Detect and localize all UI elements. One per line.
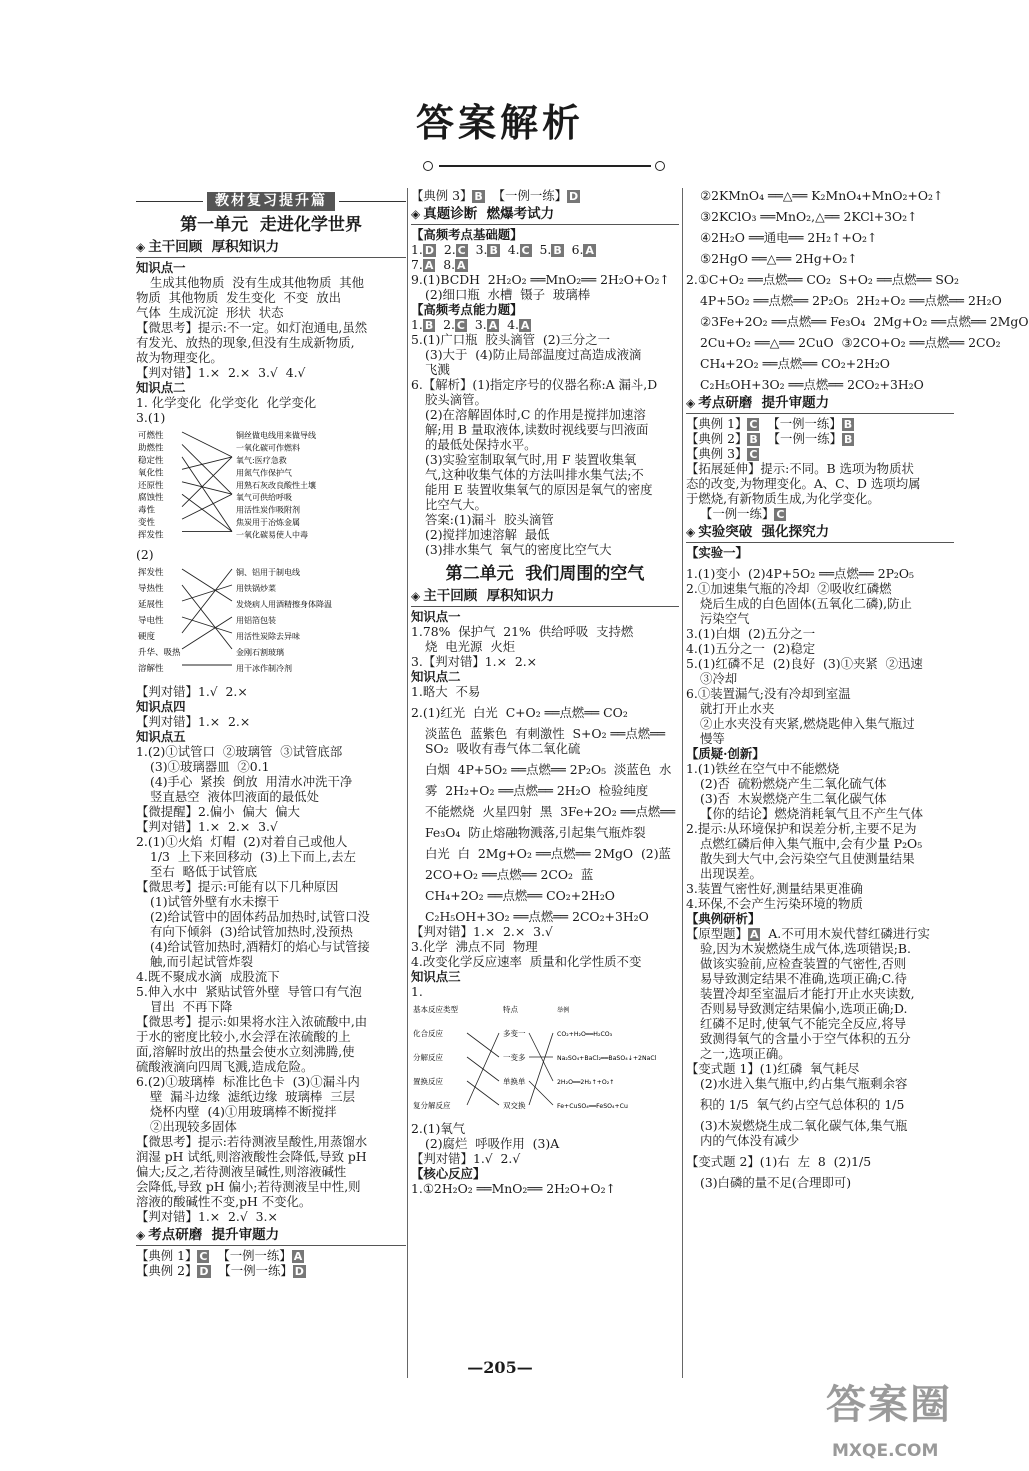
banner-line <box>136 201 203 202</box>
diamond-icon: ◈ <box>686 396 696 410</box>
answer-line: (3)大于 (4)防止局部温度过高造成液滴 <box>425 347 642 362</box>
diamond-icon: ◈ <box>411 589 421 603</box>
answer-line: 【判对错】1.× 2.× <box>136 714 251 729</box>
property-use-match-1 <box>136 427 406 545</box>
answer-line: (4)给试管加热时,酒精灯的焰心与试管接 <box>150 939 370 954</box>
property-use-match-1-connector <box>182 444 232 494</box>
property-use-match-2-use: 发烧病人用酒精擦身体降温 <box>236 600 332 609</box>
answer-line: 4.(1)五分之一 (2)稳定 <box>686 641 816 656</box>
answer-line: (2)在溶解固体时,C 的作用是搅拌加速溶 <box>425 407 646 422</box>
reaction-type: 复分解反应 <box>413 1101 451 1110</box>
reaction-connector <box>529 1033 553 1105</box>
reaction-example: 2H₂O══2H₂↑+O₂↑ <box>557 1079 615 1086</box>
answer-line: 2Cu+O₂ ══△══ 2CuO ③2CO+O₂ ══点燃══ 2CO₂ <box>700 335 1001 350</box>
answer-line: 1. <box>411 984 423 999</box>
answer-line: 【微提醒】2.偏小 偏大 偏大 <box>136 804 300 819</box>
answer-line: (2)腐烂 呼吸作用 (3)A <box>425 1136 560 1151</box>
property-use-match-2-use: 金刚石割玻璃 <box>236 648 284 657</box>
property-use-match-2-property: 硬度 <box>138 632 156 642</box>
answer-line: 【微思考】提示:可能有以下几种原因 <box>136 879 339 894</box>
answer-line: 烧 电光源 火炬 <box>425 639 516 654</box>
answer-line: ②出现较多固体 <box>150 1119 237 1134</box>
answer-line: 就打开止水夹 <box>700 701 775 716</box>
answer-line: ③冷却 <box>700 671 738 686</box>
answer-box: A <box>424 259 434 272</box>
answer-line: 的最低处保持水平。 <box>425 437 537 452</box>
answer-box: B <box>474 190 483 203</box>
subsection-label: 【典例研析】 <box>686 911 761 926</box>
answer-line: ④2H₂O ══通电══ 2H₂↑+O₂↑ <box>700 230 878 245</box>
answer-line: 点燃红磷后伸入集气瓶中,会有少量 P₂O₅ <box>700 836 923 851</box>
answer-line: 1/3 上下来回移动 (3)上下而上,去左 <box>150 849 356 864</box>
subsection-label: 【实验一】 <box>686 545 748 560</box>
property-use-match-2-connector <box>182 569 232 601</box>
answer-line: 6.【解析】(1)指定序号的仪器名称:A 漏斗,D <box>411 377 658 392</box>
answer-line: 1. D 2. C 3. B 4. C 5. B 6. A <box>411 242 594 257</box>
property-use-match-1-use: 一氧化碳可作燃料 <box>236 443 300 453</box>
answer-line: 【典例 1】 C 【一例一练】 B <box>686 416 853 431</box>
answer-line: 【原型题】 A A.不可用木炭代替红磷进行实 <box>686 926 930 941</box>
answer-line: 1.78% 保护气 21% 供给呼吸 支持燃 <box>411 624 634 639</box>
answer-line: (3)否 木炭燃烧产生二氧化碳气体 <box>700 791 887 806</box>
answer-line: 态的改变,为物理变化。A、C、D 选项均属 <box>686 476 921 491</box>
column-1 <box>136 188 406 1388</box>
answer-line: 6.①装置漏气;没有冷却到室温 <box>686 686 851 701</box>
answer-box: D <box>199 1265 209 1278</box>
unit-heading: 第二单元 我们周围的空气 <box>445 564 645 584</box>
answer-line: 3.(1)白烟 (2)五分之一 <box>686 626 816 641</box>
property-use-match-1-use: 用活性炭作吸附剂 <box>236 505 300 515</box>
answer-line: 【典例 3】 B 【一例一练】 D <box>411 188 579 203</box>
watermark-logo: 答案圈 <box>826 1382 952 1428</box>
answer-box: B <box>424 319 434 332</box>
watermark <box>826 1382 996 1466</box>
property-use-match-1-connector <box>182 457 232 469</box>
answer-line: 溶液的酸碱性不变,pH 不变化。 <box>136 1194 312 1209</box>
answer-line: 物质 其他物质 发生变化 不变 放出 <box>136 290 341 305</box>
answer-line: 会降低,导致 pH 偏小;若待测液呈中性,则 <box>136 1179 361 1194</box>
column-divider <box>682 188 683 1378</box>
answer-line: 【判对错】1.× 2.√ 3.× <box>136 1209 278 1224</box>
property-use-match-1-property: 毒性 <box>138 505 156 516</box>
section-heading <box>686 393 954 414</box>
answer-line: 淡蓝色 蓝紫色 有刺激性 S+O₂ ══点燃══ <box>425 726 666 741</box>
answer-line: 2.提示:从环境保护和误差分析,主要不足为 <box>686 821 917 836</box>
answer-box: B <box>844 433 853 446</box>
answer-line: 慢等 <box>700 731 725 746</box>
diamond-icon: ◈ <box>411 207 421 221</box>
answer-line: ②止水夹没有夹紧,燃烧匙伸入集气瓶过 <box>700 716 915 731</box>
property-use-match-2-property: 溶解性 <box>138 664 164 674</box>
answer-line: 【微思考】提示:若待测液呈酸性,用蒸馏水 <box>136 1134 368 1149</box>
answer-box: C <box>521 244 530 257</box>
ornament-dot-right <box>655 161 665 171</box>
diamond-icon: ◈ <box>686 525 696 539</box>
answer-line: (4)手心 紧挨 倒放 用清水冲洗干净 <box>150 774 353 789</box>
answer-line: 壁 漏斗边缘 滤纸边缘 玻璃棒 三层 <box>150 1089 355 1104</box>
answer-line: 之一,选项正确。 <box>700 1046 791 1061</box>
answer-line: 3.装置气密性好,测量结果更准确 <box>686 881 863 896</box>
property-use-match-2-svg <box>136 564 396 682</box>
answer-box: C <box>456 319 465 332</box>
section-heading <box>411 204 679 225</box>
property-use-match-1-use: 用熟石灰改良酸性土壤 <box>236 480 316 490</box>
subsection-label: 知识点一 <box>136 260 186 275</box>
answer-line: 【典例 2】 B 【一例一练】 B <box>686 431 853 446</box>
property-use-match-1-property: 氧化性 <box>138 468 164 479</box>
property-use-match-1-use: 铜丝做电线用来做导线 <box>236 431 316 440</box>
reaction-example: CO₂+H₂O══H₂CO₃ <box>557 1031 613 1038</box>
answer-line: 1.①2H₂O₂ ══MnO₂══ 2H₂O+O₂↑ <box>411 1181 616 1196</box>
property-use-match-1-connector <box>182 482 232 494</box>
answer-line: 2.(1)①火焰 灯帽 (2)对着自己或他人 <box>136 834 348 849</box>
property-use-match-1-connector <box>182 457 232 532</box>
answer-line: 比空气大。 <box>425 497 487 512</box>
answer-line: 污染空气 <box>700 611 750 626</box>
section-heading-text: 真题诊断 燃爆考试力 <box>423 206 555 222</box>
answer-line: 【典例 3】 C <box>686 446 758 461</box>
watermark-url: MXQE.COM <box>832 1441 939 1461</box>
answer-box: A <box>585 244 594 257</box>
subsection-label: 知识点五 <box>136 729 186 744</box>
property-use-match-2-use: 用铝箔包装 <box>236 616 276 625</box>
property-use-match-2-use: 用干冰作制冷剂 <box>236 664 292 673</box>
property-use-match-1-property: 还原性 <box>138 480 164 491</box>
answer-box: C <box>749 448 758 461</box>
answer-line: ⑤2HgO ══△══ 2Hg+O₂↑ <box>700 251 858 266</box>
property-use-match-2-connector <box>182 585 232 649</box>
property-use-match-2-connector <box>182 617 232 649</box>
answer-line: 4P+5O₂ ══点燃══ 2P₂O₅ 2H₂+O₂ ══点燃══ 2H₂O <box>700 293 1002 308</box>
property-use-match-2-use: 铜、铝用于制电线 <box>236 568 300 577</box>
answer-box: C <box>776 508 785 521</box>
subsection-label: 【质疑·创新】 <box>686 746 765 761</box>
answer-line: CH₄+2O₂ ══点燃══ CO₂+2H₂O <box>700 356 890 371</box>
answer-line: 1.(1)铁丝在空气中不能燃烧 <box>686 761 840 776</box>
subsection-label: 知识点四 <box>136 699 186 714</box>
answer-line: (2)细口瓶 水槽 镊子 玻璃棒 <box>425 287 591 302</box>
answer-line: 2.(1)红光 白光 C+O₂ ══点燃══ CO₂ <box>411 705 628 720</box>
reaction-example: Na₂SO₄+BaCl₂══BaSO₄↓+2NaCl <box>557 1055 657 1062</box>
property-use-match-1-connector <box>182 432 232 457</box>
answer-line: 冒出 不再下降 <box>150 999 233 1014</box>
answer-box: C <box>199 1250 208 1263</box>
answer-line: 2CO+O₂ ══点燃══ 2CO₂ 蓝 <box>425 867 594 882</box>
answer-line: 白烟 4P+5O₂ ══点燃══ 2P₂O₅ 淡蓝色 水 <box>425 762 672 777</box>
section-heading-text: 主干回顾 厚积知识力 <box>423 588 555 604</box>
answer-line: (2) <box>136 547 154 562</box>
answer-line: CH₄+2O₂ ══点燃══ CO₂+2H₂O <box>425 888 615 903</box>
ornament-dot-left <box>423 161 433 171</box>
answer-line: 【你的结论】燃烧消耗氧气且不产生气体 <box>700 806 924 821</box>
property-use-match-1-property: 变性 <box>138 518 156 529</box>
reaction-type-match <box>411 1001 679 1119</box>
property-use-match-1-property: 挥发性 <box>138 530 164 541</box>
answer-line: 2.(1)氧气 <box>411 1121 466 1136</box>
answer-box: B <box>843 418 853 431</box>
property-use-match-2-use: 用活性炭除去异味 <box>236 632 300 641</box>
property-use-match-2-property: 挥发性 <box>138 568 164 578</box>
answer-line: 积的 1/5 氧气约占空气总体积的 1/5 <box>700 1097 905 1112</box>
answer-line: 1. 化学变化 化学变化 化学变化 <box>136 395 317 410</box>
property-use-match-1-use: 氧气可供给呼吸 <box>236 493 292 503</box>
page-number: —205— <box>467 1358 533 1377</box>
property-use-match-2-use: 用铁锅炒菜 <box>236 584 276 593</box>
property-use-match-1-use: 氧气:医疗急救 <box>236 455 287 465</box>
property-use-match-2-property: 导热性 <box>138 584 164 594</box>
answer-box: D <box>424 244 434 257</box>
answer-line: (3)①玻璃器皿 ②0.1 <box>150 759 270 774</box>
answer-line: 【一例一练】 C <box>700 506 785 521</box>
answer-line: 偏大;反之,若待测液呈碱性,则溶液碱性 <box>136 1164 347 1179</box>
answer-line: 内的气体没有减少 <box>700 1133 800 1148</box>
answer-line: 验,因为木炭燃烧生成气体,选项错误;B. <box>700 941 911 956</box>
answer-line: 散失到大气中,会污染空气且使测量结果 <box>700 851 915 866</box>
answer-box: D <box>294 1265 304 1278</box>
banner-line <box>339 201 406 202</box>
answer-line: ③2KClO₃ ══MnO₂,△══ 2KCl+3O₂↑ <box>700 209 918 224</box>
section-heading <box>136 1225 406 1246</box>
answer-line: Fe₃O₄ 防止熔融物溅落,引起集气瓶炸裂 <box>425 825 646 840</box>
subsection-label: 知识点三 <box>411 969 461 984</box>
answer-line: 气,这种收集气体的方法叫排水集气法;不 <box>425 467 644 482</box>
answer-line: 答案:(1)漏斗 胶头滴管 <box>425 512 554 527</box>
property-use-match-1-property: 稳定性 <box>138 455 164 466</box>
answer-line: 于燃烧,有新物质生成,为化学变化。 <box>686 491 880 506</box>
subsection-label: 知识点一 <box>411 609 461 624</box>
section-heading-text: 考点研磨 提升审题力 <box>148 1227 280 1243</box>
title-ornament <box>395 160 695 172</box>
answer-line: 于水的密度比较小,水会浮在浓硫酸的上 <box>136 1029 351 1044</box>
answer-line: 9.(1)BCDH 2H₂O₂ ══MnO₂══ 2H₂O+O₂↑ <box>411 272 670 287</box>
answer-line: 1.(2)①试管口 ②玻璃管 ③试管底部 <box>136 744 343 759</box>
answer-line: 烧杯内壁 (4)①用玻璃棒不断搅拌 <box>150 1104 337 1119</box>
answer-line: 有发光、放热的现象,但没有生成新物质, <box>136 335 355 350</box>
answer-line: (1)试管外壁有水未擦干 <box>150 894 280 909</box>
answer-box: D <box>569 190 579 203</box>
answer-line: 【变式题 2】(1)右 左 8 (2)1/5 <box>686 1154 872 1169</box>
section-heading-text: 主干回顾 厚积知识力 <box>148 239 280 255</box>
answer-line: 【拓展延伸】提示:不同。B 选项为物质状 <box>686 461 914 476</box>
answer-line: ②3Fe+2O₂ ══点燃══ Fe₃O₄ 2Mg+O₂ ══点燃══ 2MgO <box>700 314 1029 329</box>
column-2 <box>411 188 679 1388</box>
answer-box: C <box>457 244 466 257</box>
answer-line: 2.①C+O₂ ══点燃══ CO₂ S+O₂ ══点燃══ SO₂ <box>686 272 960 287</box>
reaction-type: 分解反应 <box>413 1053 443 1062</box>
diamond-icon: ◈ <box>136 1228 146 1242</box>
reaction-type: 基本反应类型 <box>413 1005 458 1014</box>
answer-line: 雾 2H₂+O₂ ══点燃══ 2H₂O 检验纯度 <box>425 783 649 798</box>
answer-line: 【变式题 1】(1)红磷 氧气耗尽 <box>686 1061 860 1076</box>
answer-box: B <box>553 244 562 257</box>
reaction-feature: 单换单 <box>503 1077 526 1086</box>
answer-box: C <box>749 418 758 431</box>
subsection-label: 知识点二 <box>136 380 186 395</box>
reaction-feature: 特点 <box>503 1005 518 1014</box>
subsection-label: 【高频考点能力题】 <box>411 302 523 317</box>
answer-line: 白光 白 2Mg+O₂ ══点燃══ 2MgO (2)蓝 <box>425 846 671 861</box>
answer-line: 【微思考】提示:如果将水注入浓硫酸中,由 <box>136 1014 368 1029</box>
answer-line: 3.(1) <box>136 410 166 425</box>
answer-line: 硫酸液滴向四周飞溅,造成危险。 <box>136 1059 314 1074</box>
reaction-feature: 双交换 <box>503 1101 526 1110</box>
property-use-match-2-connector <box>182 617 232 633</box>
answer-line: 触,而引起试管炸裂 <box>150 954 254 969</box>
property-use-match-1-svg <box>136 427 396 545</box>
reaction-connector <box>467 1033 499 1105</box>
property-use-match-1-use: 用氮气作保护气 <box>236 468 292 478</box>
section-heading <box>411 586 679 607</box>
answer-line: 3.【判对错】1.× 2.× <box>411 654 538 669</box>
column-divider <box>407 188 408 1378</box>
answer-line: 4.既不聚成水滴 成股流下 <box>136 969 280 984</box>
reaction-type: 置换反应 <box>413 1077 443 1086</box>
answer-line: 能用 E 装置收集氧气的原因是氧气的密度 <box>425 482 653 497</box>
section-heading-text: 考点研磨 提升审题力 <box>698 395 830 411</box>
unit-heading: 第一单元 走进化学世界 <box>180 215 362 235</box>
property-use-match-1-property: 可燃性 <box>138 431 164 441</box>
answer-line: 解;用 B 量取液体,读数时视线要与凹液面 <box>425 422 649 437</box>
answer-line: 4.环保,不会产生污染环境的物质 <box>686 896 863 911</box>
answer-box: B <box>489 244 498 257</box>
answer-line: 4.改变化学反应速率 质量和化学性质不变 <box>411 954 642 969</box>
reaction-example: Fe+CuSO₄══FeSO₄+Cu <box>557 1103 628 1110</box>
answer-line: 5.伸入水中 紧贴试管外壁 导管口有气泡 <box>136 984 362 999</box>
answer-line: (3)排水集气 氧气的密度比空气大 <box>425 542 612 557</box>
answer-line: 烧后生成的白色固体(五氧化二磷),防止 <box>700 596 912 611</box>
answer-line: 至右 略低于试管底 <box>150 864 258 879</box>
reaction-connector <box>467 1033 499 1057</box>
reaction-feature: 一变多 <box>503 1053 526 1062</box>
answer-line: (3)木炭燃烧生成二氧化碳气体,集气瓶 <box>700 1118 908 1133</box>
subsection-label: 【高频考点基础题】 <box>411 227 523 242</box>
answer-line: 胶头滴管。 <box>425 392 487 407</box>
reaction-type: 化合反应 <box>413 1029 443 1038</box>
answer-line: 3.化学 沸点不同 物理 <box>411 939 538 954</box>
answer-line: ②2KMnO₄ ══△══ K₂MnO₄+MnO₂+O₂↑ <box>700 188 944 203</box>
answer-line: 做该实验前,应检查装置的气密性,否则 <box>700 956 907 971</box>
ornament-line <box>439 165 651 167</box>
answer-line: 生成其他物质 没有生成其他物质 其他 <box>150 275 365 290</box>
answer-line: 【判对错】1.× 2.× 3.√ <box>136 819 278 834</box>
answer-box: B <box>749 433 758 446</box>
property-use-match-2-connector <box>182 585 232 601</box>
column-3 <box>686 188 1029 1388</box>
answer-line: 气体 生成沉淀 形状 状态 <box>136 305 284 320</box>
reaction-connector <box>467 1081 499 1105</box>
property-use-match-1-property: 助燃性 <box>138 443 164 454</box>
property-use-match-1-use: 一氧化碳易使人中毒 <box>236 530 308 540</box>
diamond-icon: ◈ <box>136 240 146 254</box>
answer-line: (3)实验室制取氧气时,用 F 装置收集氧 <box>425 452 637 467</box>
property-use-match-1-property: 腐蚀性 <box>138 493 164 504</box>
answer-line: 竖直悬空 液体凹液面的最低处 <box>150 789 319 804</box>
section-banner <box>136 190 406 212</box>
answer-line: C₂H₅OH+3O₂ ══点燃══ 2CO₂+3H₂O <box>425 909 649 924</box>
answer-line: 【判对错】1.× 2.× 3.√ <box>411 924 553 939</box>
property-use-match-1-use: 焦炭用于冶炼金属 <box>236 518 300 528</box>
answer-box: A <box>293 1250 303 1263</box>
banner-label: 教材复习提升篇 <box>207 192 335 211</box>
answer-line: 1.(1)变小 (2)4P+5O₂ ══点燃══ 2P₂O₅ <box>686 566 915 581</box>
property-use-match-2-connector <box>182 569 232 633</box>
answer-line: 1.略大 不易 <box>411 684 481 699</box>
answer-line: 【典例 2】 D 【一例一练】 D <box>136 1263 304 1278</box>
subsection-label: 知识点二 <box>411 669 461 684</box>
property-use-match-2-property: 延展性 <box>138 600 164 610</box>
answer-line: (2)给试管中的固体药品加热时,试管口没 <box>150 909 370 924</box>
answer-box: A <box>520 319 530 332</box>
answer-line: 7. A 8. A <box>411 257 466 272</box>
subsection-label: 【核心反应】 <box>411 1166 486 1181</box>
answer-line: C₂H₅OH+3O₂ ══点燃══ 2CO₂+3H₂O <box>700 377 924 392</box>
answer-line: 【判对错】1.× 2.× 3.√ 4.√ <box>136 365 306 380</box>
answer-line: (2)水进入集气瓶中,约占集气瓶剩余容 <box>700 1076 908 1091</box>
answer-box: A <box>488 319 498 332</box>
answer-line: 6.(2)①玻璃棒 标准比色卡 (3)①漏斗内 <box>136 1074 360 1089</box>
answer-line: 故为物理变化。 <box>136 350 223 365</box>
answer-line: SO₂ 吸收有毒气体二氧化硫 <box>425 741 581 756</box>
answer-line: 【判对错】1.√ 2.√ <box>411 1151 521 1166</box>
answer-line: 否则易导致测定结果偏小,选项正确;D. <box>700 1001 908 1016</box>
page-title: 答案解析 <box>415 101 584 145</box>
answer-box: A <box>749 928 759 941</box>
answer-line: (2)否 硫粉燃烧产生二氧化硫气体 <box>700 776 887 791</box>
answer-line: (2)搅拌加速溶解 最低 <box>425 527 550 542</box>
reaction-example: 举例 <box>557 1007 570 1014</box>
answer-line: 致测得氧气的含量小于空气体积的五分 <box>700 1031 911 1046</box>
answer-line: 面,溶解时放出的热量会使水立刻沸腾,使 <box>136 1044 355 1059</box>
answer-line: 【微思考】提示:不一定。如灯泡通电,虽然 <box>136 320 368 335</box>
answer-line: 5.(1)广口瓶 胶头滴管 (2)三分之一 <box>411 332 610 347</box>
property-use-match-2-property: 导电性 <box>138 616 164 626</box>
reaction-feature: 多变一 <box>503 1029 526 1038</box>
answer-line: 红磷不足时,使氧气不能完全反应,将导 <box>700 1016 907 1031</box>
answer-line: 易导致测定结果不准确,选项正确;C.待 <box>700 971 907 986</box>
answer-line: (3)白磷的量不足(合理即可) <box>700 1175 852 1190</box>
section-heading <box>136 237 406 258</box>
answer-line: 有向下倾斜 (3)给试管加热时,没预热 <box>150 924 353 939</box>
answer-line: 装置冷却至室温后才能打开止水夹读数, <box>700 986 915 1001</box>
section-heading-text: 实验突破 强化探究力 <box>698 524 830 540</box>
answer-line: 【典例 1】 C 【一例一练】 A <box>136 1248 303 1263</box>
property-use-match-1-connector <box>182 494 232 519</box>
answer-line: 润湿 pH 试纸,则溶液酸性会降低,导致 pH <box>136 1149 367 1164</box>
answer-line: 不能燃烧 火星四射 黑 3Fe+2O₂ ══点燃══ <box>425 804 676 819</box>
property-use-match-2 <box>136 564 406 682</box>
answer-line: 【判对错】1.√ 2.× <box>136 684 248 699</box>
section-heading <box>686 522 954 543</box>
property-use-match-2-property: 升华、吸热 <box>138 648 181 658</box>
property-use-match-1-connector <box>182 457 232 507</box>
answer-box: A <box>457 259 466 272</box>
answer-line: 5.(1)红磷不足 (2)良好 (3)①夹紧 ②迅速 <box>686 656 923 671</box>
answer-line: 2.①加速集气瓶的冷却 ②吸收红磷燃 <box>686 581 892 596</box>
answer-line: 1. B 2. C 3. A 4. A <box>411 317 530 332</box>
answer-line: 飞溅 <box>425 362 450 377</box>
answer-line: 出现误差。 <box>700 866 762 881</box>
reaction-type-match-svg <box>411 1001 671 1119</box>
